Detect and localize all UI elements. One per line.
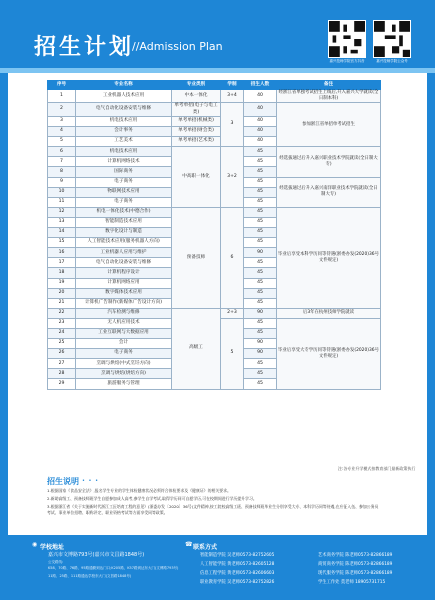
major-category: 单考单招(机械类): [172, 117, 221, 127]
major-name: 电气自动化设备安装与维修: [76, 258, 172, 268]
col-header-note: 备注: [277, 81, 381, 90]
admission-table: [47, 80, 381, 390]
row-number: 5: [48, 137, 76, 147]
enroll-count: 40: [244, 90, 277, 103]
enroll-count: 90: [244, 339, 277, 349]
qr-caption-wechat: 嘉兴技师学院公众号: [376, 59, 408, 63]
row-number: 16: [48, 248, 76, 258]
bus-route-2: 11路、25路、111路通达学校东大门(文昌路1848号): [48, 574, 132, 578]
page-subtitle: //Admission Plan: [132, 40, 223, 53]
enroll-count: 45: [244, 167, 277, 177]
enroll-count: 40: [244, 117, 277, 127]
note: 经浙江省单独考试招生上线后,升入嘉兴大学就读(全日制本科): [277, 90, 381, 103]
major-name: 电子商务: [76, 349, 172, 359]
major-category: 单考单招(艺术类): [172, 137, 221, 147]
note: 经选拔通过后升入嘉兴南洋职业技术学院就读(全日制大专): [277, 177, 381, 207]
row-number: 4: [48, 127, 76, 137]
enroll-count: 45: [244, 288, 277, 298]
address-text: 嘉兴市文博路793号(嘉兴市文昌路1848号): [48, 552, 145, 558]
contact-item: 智能制造学院 吴老师0573-82752605: [200, 553, 275, 558]
enrollment-line-2: 2.新助高级工、预备技师班学生自愿参加成人高考,参学生自学考试,取得学历同可自愿学历,可在校期间进行学历提升学习。: [47, 496, 257, 501]
row-number: 15: [48, 238, 76, 248]
major-name: 工业互联网与大数据应用: [76, 328, 172, 338]
major-name: 工业机器人应用与维护: [76, 248, 172, 258]
qr-code-wechat: [373, 20, 411, 58]
enrollment-line-1: 1.根据国家《食品安全法》,报名学生专业的学生体检健康状况必须符合体检要求及《健康证》的相关要求。: [47, 488, 231, 493]
left-frame: [0, 73, 8, 600]
major-name: 数字媒体技术应用: [76, 288, 172, 298]
enroll-count: 45: [244, 187, 277, 197]
major-name: 工业机器人技术应用: [76, 90, 172, 103]
enroll-count: 45: [244, 369, 277, 379]
contact-item: 商贸商务学院 陈老师0573-82866189: [318, 562, 393, 567]
table-row: [48, 308, 381, 318]
row-number: 21: [48, 298, 76, 308]
major-category: 中高职一体化: [172, 147, 221, 208]
row-number: 22: [48, 308, 76, 318]
major-name: 计算机广告制作(新媒体广告设计方向): [76, 298, 172, 308]
row-number: 29: [48, 379, 76, 389]
contact-item: 学生工作处 莫老师 18905731715: [318, 580, 386, 585]
enroll-count: 90: [244, 349, 277, 359]
contact-item: 职业教育学院 吴老师0573-82752826: [200, 580, 275, 585]
row-number: 26: [48, 349, 76, 359]
address-title: 学校地址: [40, 544, 65, 551]
row-number: 7: [48, 157, 76, 167]
location-pin-icon: ◉: [32, 541, 38, 548]
major-category: 中本一体化: [172, 90, 221, 103]
col-header-duration: 学制: [221, 81, 244, 90]
enroll-count: 45: [244, 359, 277, 369]
row-number: 20: [48, 288, 76, 298]
major-name: 汽车检测与维修: [76, 308, 172, 318]
row-number: 25: [48, 339, 76, 349]
row-number: 18: [48, 268, 76, 278]
major-name: 智能制造技术应用: [76, 217, 172, 227]
duration: 2+3: [221, 308, 244, 318]
major-category: 高级工: [172, 308, 221, 389]
major-name: 电子商务: [76, 197, 172, 207]
row-number: 3: [48, 117, 76, 127]
qr-caption-douyin: 嘉兴技师学院官方抖音: [329, 59, 365, 63]
enroll-count: 40: [244, 127, 277, 137]
major-name: 计算机网络应用: [76, 278, 172, 288]
enroll-count: 45: [244, 207, 277, 217]
enroll-count: 45: [244, 278, 277, 288]
bus-route-1: K58、70路、76路、95路通勤到达门口;K205路、K57路到达东大门(文博路793号): [48, 566, 179, 570]
row-number: 13: [48, 217, 76, 227]
major-category: 预备技师: [172, 207, 221, 308]
page-title: 招生计划: [34, 35, 135, 60]
enroll-count: 45: [244, 228, 277, 238]
qr-icon: [329, 21, 365, 57]
contact-title: 联系方式: [193, 544, 218, 551]
row-number: 12: [48, 207, 76, 217]
major-name: 计算机网络技术: [76, 157, 172, 167]
table-row: [48, 103, 381, 117]
major-name: 机电技术应用: [76, 147, 172, 157]
row-number: 11: [48, 197, 76, 207]
enroll-count: 40: [244, 137, 277, 147]
enroll-count: 45: [244, 177, 277, 187]
phone-icon: ☎: [185, 541, 193, 548]
major-category: 单考单招(电子与电工类): [172, 103, 221, 117]
major-name: 旅游服务与管理: [76, 379, 172, 389]
contact-item: 信息工程学院 黄老师0573-82606603: [200, 571, 275, 576]
major-name: 计算机程序设计: [76, 268, 172, 278]
major-name: 物联网技术应用: [76, 187, 172, 197]
qr-code-douyin: [328, 20, 366, 58]
row-number: 9: [48, 177, 76, 187]
enroll-count: 40: [244, 103, 277, 117]
note: 参加浙江省单招单考试招生: [277, 103, 381, 147]
enroll-count: 45: [244, 217, 277, 227]
major-name: 烹调与烘焙(烘焙方向): [76, 369, 172, 379]
enroll-count: 90: [244, 248, 277, 258]
col-header-category: 专业类别: [172, 81, 221, 90]
major-name: 机电一体化技术(中德合作): [76, 207, 172, 217]
row-number: 17: [48, 258, 76, 268]
duration: 3: [221, 103, 244, 147]
enroll-count: 45: [244, 258, 277, 268]
enroll-count: 45: [244, 197, 277, 207]
major-name: 工艺美术: [76, 137, 172, 147]
major-name: 电气自动化设备安装与维修: [76, 103, 172, 117]
major-name: 机电技术应用: [76, 117, 172, 127]
row-number: 10: [48, 187, 76, 197]
col-header-no: 序号: [48, 81, 76, 90]
row-number: 23: [48, 318, 76, 328]
major-name: 人工智能技术应用(服务机器人方向): [76, 238, 172, 248]
enrollment-dots: • • •: [82, 478, 100, 484]
note: 后3年在杭州技师学院就读: [277, 308, 381, 318]
table-row: [48, 207, 381, 217]
note: 经选拔通过后升入嘉兴职业技术学院就读(全日制大专): [277, 147, 381, 177]
major-name: 会计: [76, 339, 172, 349]
row-number: 1: [48, 90, 76, 103]
row-number: 24: [48, 328, 76, 338]
row-number: 19: [48, 278, 76, 288]
contact-item: 现代服务学院 陈老师0573-82866189: [318, 571, 393, 576]
col-header-name: 专业名称: [76, 81, 172, 90]
row-number: 8: [48, 167, 76, 177]
row-number: 28: [48, 369, 76, 379]
enroll-count: 45: [244, 157, 277, 167]
major-name: 数字化设计与制造: [76, 228, 172, 238]
col-header-count: 招生人数: [244, 81, 277, 90]
major-name: 烹调与烘焙(中式烹饪方向): [76, 359, 172, 369]
major-category: 单考单招(财会类): [172, 127, 221, 137]
table-row: [48, 90, 381, 103]
right-frame: [427, 73, 435, 600]
row-number: 27: [48, 359, 76, 369]
note: 毕业后享受大专学历同等待遇(浙委办发(2020)36号文件规定): [277, 318, 381, 389]
duration: 3+4: [221, 90, 244, 103]
major-name: 会计事务: [76, 127, 172, 137]
enroll-count: 90: [244, 308, 277, 318]
contact-item: 人工智能学院 黄老师0573-82605128: [200, 562, 275, 567]
enroll-count: 45: [244, 318, 277, 328]
enroll-count: 45: [244, 268, 277, 278]
table-row: [48, 147, 381, 157]
major-name: 电子商务: [76, 177, 172, 187]
major-name: 国际商务: [76, 167, 172, 177]
enrollment-title: 招生说明: [47, 477, 79, 486]
table-footnote: 注:各专业升学模式按教育部门最新政策执行: [338, 466, 416, 471]
enroll-count: 45: [244, 147, 277, 157]
contact-item: 艺术商务学院 陈老师0573-82866189: [318, 553, 393, 558]
row-number: 2: [48, 103, 76, 117]
row-number: 14: [48, 228, 76, 238]
enroll-count: 45: [244, 328, 277, 338]
duration: 5: [221, 318, 244, 389]
note: 毕业后享受本科学历同等待遇(浙委办发(2020)36号文件规定): [277, 207, 381, 308]
major-name: 无人机应用技术: [76, 318, 172, 328]
duration: 6: [221, 207, 244, 308]
enroll-count: 45: [244, 298, 277, 308]
table-header-row: [48, 81, 381, 90]
row-number: 6: [48, 147, 76, 157]
bus-route-title: 公交路线:: [48, 560, 64, 564]
duration: 3+2: [221, 147, 244, 208]
enroll-count: 45: [244, 379, 277, 389]
enrollment-line-3: 3.根据浙江省《关于实施新时代浙江工匠培育工程的意见》(浙委办发〔2020〕36号)文件精神,按工院校高级工班、预备技师班毕业生分别享受大专、本科学历同等待遇,在应征入伍、参加公务员考试、事业单位招聘、职称评定、职业资格考试等方面享受同等政策。: [47, 504, 379, 515]
enroll-count: 45: [244, 238, 277, 248]
qr-icon: [374, 21, 410, 57]
